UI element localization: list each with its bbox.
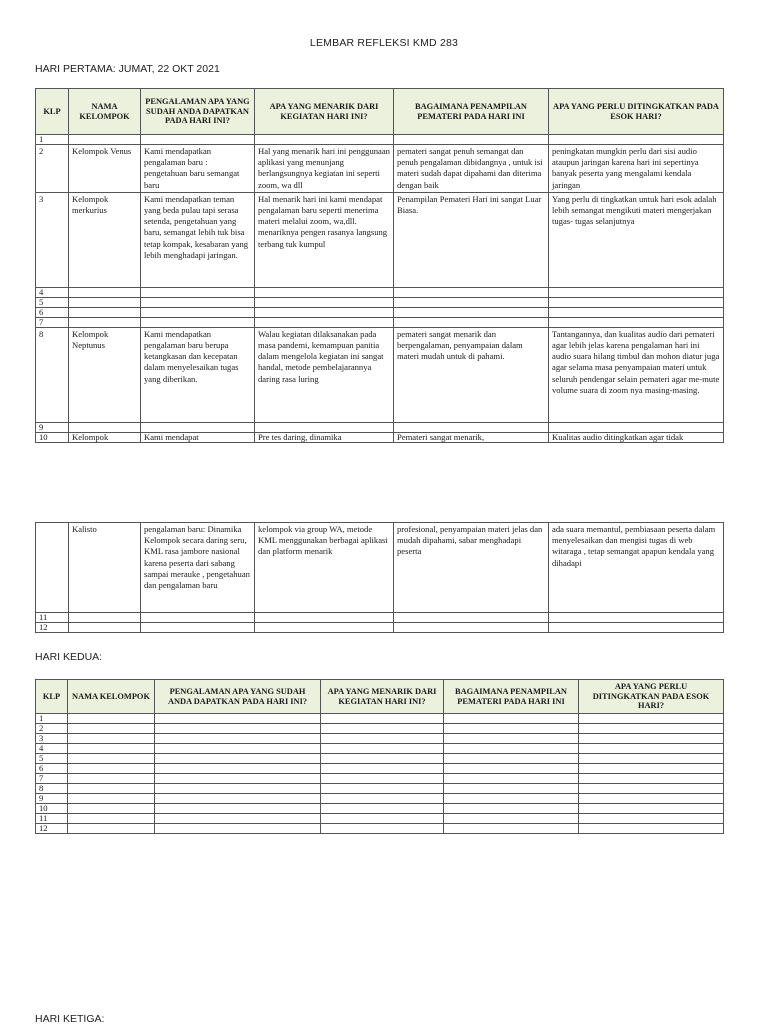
pengalaman-cell (155, 824, 321, 834)
pemateri-cell (394, 422, 549, 432)
pemateri-cell (394, 613, 549, 623)
menarik-cell (321, 794, 444, 804)
pemateri-cell (444, 784, 579, 794)
perlu-ditingkatkan-cell (579, 784, 724, 794)
table-row (36, 784, 724, 794)
perlu-ditingkatkan-cell (549, 287, 724, 297)
pemateri-cell (444, 734, 579, 744)
menarik-cell (255, 287, 394, 297)
pemateri-cell (444, 744, 579, 754)
pemateri-cell (394, 317, 549, 327)
pemateri-cell (394, 297, 549, 307)
menarik-cell (321, 804, 444, 814)
klp-cell: 3 (36, 192, 69, 287)
pemateri-cell (394, 307, 549, 317)
menarik-cell: Pre tes daring, dinamika (255, 432, 394, 442)
perlu-ditingkatkan-cell: Yang perlu di tingkatkan untuk hari esok adalah lebih semangat mengikuti materi mengerjakan tugas- tugas selanjutnya (549, 192, 724, 287)
day2-table-body (36, 714, 724, 834)
table-row (36, 192, 724, 287)
klp-cell: 11 (36, 814, 68, 824)
header-klp: KLP (36, 680, 68, 714)
pengalaman-cell (141, 287, 255, 297)
table-row (36, 754, 724, 764)
header-pemateri: BAGAIMANA PENAMPILAN PEMATERI PADA HARI INI (444, 680, 579, 714)
pengalaman-cell (155, 814, 321, 824)
pemateri-cell (444, 794, 579, 804)
pemateri-cell (444, 714, 579, 724)
menarik-cell (321, 764, 444, 774)
header-klp: KLP (36, 89, 69, 135)
klp-cell: 8 (36, 784, 68, 794)
klp-cell: 12 (36, 623, 69, 633)
menarik-cell: Walau kegiatan dilaksanakan pada masa pandemi, kemampuan panitia dalam mengelola kegiatan ini sangat handal, metode pembelajarannya daring rasa luring (255, 327, 394, 422)
klp-cell: 10 (36, 804, 68, 814)
pengalaman-cell (141, 317, 255, 327)
pemateri-cell: profesional, penyampaian materi jelas dan mudah dipahami, sabar menghadapi peserta (394, 523, 549, 613)
pengalaman-cell (141, 623, 255, 633)
menarik-cell (255, 422, 394, 432)
table-row (36, 135, 724, 145)
perlu-ditingkatkan-cell (579, 754, 724, 764)
klp-cell: 11 (36, 613, 69, 623)
table-row (36, 307, 724, 317)
perlu-ditingkatkan-cell (549, 297, 724, 307)
klp-cell: 10 (36, 432, 69, 442)
klp-cell: 1 (36, 135, 69, 145)
perlu-ditingkatkan-cell (549, 135, 724, 145)
pemateri-cell (444, 754, 579, 764)
table-row (36, 744, 724, 754)
pemateri-cell (444, 764, 579, 774)
table-row (36, 804, 724, 814)
perlu-ditingkatkan-cell (549, 307, 724, 317)
table-row (36, 814, 724, 824)
table-row (36, 145, 724, 193)
perlu-ditingkatkan-cell (549, 317, 724, 327)
pengalaman-cell (155, 774, 321, 784)
pengalaman-cell (141, 422, 255, 432)
pemateri-cell: Penampilan Pemateri Hari ini sangat Luar Biasa. (394, 192, 549, 287)
table-row (36, 613, 724, 623)
menarik-cell (321, 824, 444, 834)
menarik-cell (321, 774, 444, 784)
pemateri-cell: pemateri sangat penuh semangat dan penuh pengalaman dibidangnya , untuk isi materi sudah dapat dipahami dan diterima dengan baik (394, 145, 549, 193)
nama-kelompok-cell (68, 764, 155, 774)
klp-cell: 7 (36, 774, 68, 784)
perlu-ditingkatkan-cell: ada suara memantul, pembiasaan peserta dalam menyelesaikan dan mengisi tugas di web witaraga , tetap semangat apapun kendala yang dihadapi (549, 523, 724, 613)
nama-kelompok-cell (69, 135, 141, 145)
klp-cell: 12 (36, 824, 68, 834)
menarik-cell (321, 714, 444, 724)
table-row (36, 794, 724, 804)
table-row (36, 523, 724, 613)
nama-kelompok-cell (69, 623, 141, 633)
header-pengalaman: PENGALAMAN APA YANG SUDAH ANDA DAPATKAN PADA HARI INI? (141, 89, 255, 135)
pengalaman-cell (155, 714, 321, 724)
menarik-cell (321, 814, 444, 824)
header-perlu-ditingkatkan: APA YANG PERLU DITINGKATKAN PADA ESOK HARI? (549, 89, 724, 135)
nama-kelompok-cell (69, 297, 141, 307)
nama-kelompok-cell (69, 287, 141, 297)
day1-table-continued (35, 522, 724, 633)
pemateri-cell (444, 804, 579, 814)
nama-kelompok-cell: Kelompok Venus (69, 145, 141, 193)
perlu-ditingkatkan-cell (579, 794, 724, 804)
klp-cell: 4 (36, 287, 69, 297)
table-row (36, 774, 724, 784)
day2-heading: HARI KEDUA: (35, 651, 103, 663)
pengalaman-cell (141, 307, 255, 317)
nama-kelompok-cell (68, 714, 155, 724)
pengalaman-cell (155, 794, 321, 804)
table-row (36, 327, 724, 422)
menarik-cell (321, 744, 444, 754)
pengalaman-cell (155, 754, 321, 764)
klp-cell: 9 (36, 422, 69, 432)
table-row (36, 422, 724, 432)
pengalaman-cell: pengalaman baru: Dinamika Kelompok secara daring seru, KML rasa jambore nasional karena peserta dari sabang sampai merauke , pengetahuan dan pengalaman baru (141, 523, 255, 613)
pengalaman-cell: Kami mendapat (141, 432, 255, 442)
nama-kelompok-cell (68, 814, 155, 824)
klp-cell: 3 (36, 734, 68, 744)
perlu-ditingkatkan-cell: Kualitas audio ditingkatkan agar tidak (549, 432, 724, 442)
menarik-cell (321, 784, 444, 794)
klp-cell: 5 (36, 754, 68, 764)
nama-kelompok-cell: Kelompok (69, 432, 141, 442)
pemateri-cell (444, 724, 579, 734)
pengalaman-cell (155, 734, 321, 744)
klp-cell: 2 (36, 145, 69, 193)
table-row (36, 734, 724, 744)
pengalaman-cell (155, 744, 321, 754)
day1-header-row (36, 89, 724, 135)
header-menarik: APA YANG MENARIK DARI KEGIATAN HARI INI? (321, 680, 444, 714)
klp-cell: 2 (36, 724, 68, 734)
pengalaman-cell: Kami mendapatkan pengalaman baru berupa ketangkasan dan kecepatan dalam menyelesaikan tugas yang diberikan. (141, 327, 255, 422)
header-pemateri: BAGAIMANA PENAMPILAN PEMATERI PADA HARI INI (394, 89, 549, 135)
table-row (36, 714, 724, 724)
nama-kelompok-cell (68, 804, 155, 814)
nama-kelompok-cell (68, 784, 155, 794)
nama-kelompok-cell: Kelompok merkurius (69, 192, 141, 287)
perlu-ditingkatkan-cell (579, 804, 724, 814)
nama-kelompok-cell (69, 317, 141, 327)
pengalaman-cell (141, 135, 255, 145)
pengalaman-cell (155, 764, 321, 774)
day1-continued-body (36, 523, 724, 633)
table-row (36, 297, 724, 307)
table-row (36, 824, 724, 834)
nama-kelompok-cell (68, 744, 155, 754)
day2-header-row (36, 680, 724, 714)
klp-cell (36, 523, 69, 613)
pengalaman-cell (141, 613, 255, 623)
perlu-ditingkatkan-cell (579, 724, 724, 734)
perlu-ditingkatkan-cell (579, 744, 724, 754)
table-row (36, 724, 724, 734)
nama-kelompok-cell (68, 824, 155, 834)
klp-cell: 9 (36, 794, 68, 804)
header-menarik: APA YANG MENARIK DARI KEGIATAN HARI INI? (255, 89, 394, 135)
klp-cell: 8 (36, 327, 69, 422)
nama-kelompok-cell (69, 307, 141, 317)
pemateri-cell (444, 774, 579, 784)
header-pengalaman: PENGALAMAN APA YANG SUDAH ANDA DAPATKAN PADA HARI INI? (155, 680, 321, 714)
klp-cell: 7 (36, 317, 69, 327)
perlu-ditingkatkan-cell (579, 764, 724, 774)
nama-kelompok-cell (68, 734, 155, 744)
menarik-cell: kelompok via group WA, metode KML menggunakan berbagai aplikasi dan platform menarik (255, 523, 394, 613)
menarik-cell (321, 734, 444, 744)
day3-heading: HARI KETIGA: (35, 1013, 105, 1025)
day1-table (35, 88, 724, 443)
nama-kelompok-cell: Kelompok Neptunus (69, 327, 141, 422)
header-perlu-ditingkatkan: APA YANG PERLU DITINGKATKAN PADA ESOK HARI? (579, 680, 724, 714)
pengalaman-cell: Kami mendapatkan teman yang beda pulau tapi serasa setenda, pengetahuan yang baru, semangat lebih tuk bisa tetap kompak, kesabaran yang lebih menghadapi jaringan. (141, 192, 255, 287)
perlu-ditingkatkan-cell (549, 613, 724, 623)
menarik-cell (255, 307, 394, 317)
table-row (36, 287, 724, 297)
perlu-ditingkatkan-cell (579, 824, 724, 834)
pemateri-cell (394, 623, 549, 633)
table-row (36, 764, 724, 774)
nama-kelompok-cell (68, 794, 155, 804)
pengalaman-cell (155, 784, 321, 794)
klp-cell: 1 (36, 714, 68, 724)
table-row (36, 623, 724, 633)
perlu-ditingkatkan-cell (579, 774, 724, 784)
klp-cell: 6 (36, 764, 68, 774)
menarik-cell (255, 317, 394, 327)
menarik-cell (255, 297, 394, 307)
nama-kelompok-cell (68, 774, 155, 784)
perlu-ditingkatkan-cell (579, 814, 724, 824)
klp-cell: 6 (36, 307, 69, 317)
perlu-ditingkatkan-cell (549, 422, 724, 432)
klp-cell: 4 (36, 744, 68, 754)
pemateri-cell (394, 287, 549, 297)
pengalaman-cell: Kami mendapatkan pengalaman baru : pengetahuan baru semangat baru (141, 145, 255, 193)
perlu-ditingkatkan-cell (579, 714, 724, 724)
perlu-ditingkatkan-cell: Tantangannya, dan kualitas audio dari pemateri agar lebih jelas karena pengalaman hari ini audio suara hilang timbul dan mohon diatur juga agar selama masa penyampaian materi untuk seluruh pendengar selain pemateri agar me-mute volume suara di zoom nya masing-masing. (549, 327, 724, 422)
menarik-cell: Hal yang menarik hari ini penggunaan aplikasi yang menunjang berlangsungnya kegiatan ini seperti zoom, wa dll (255, 145, 394, 193)
pengalaman-cell (141, 297, 255, 307)
day1-table-body (36, 135, 724, 443)
header-nama-kelompok: NAMA KELOMPOK (68, 680, 155, 714)
menarik-cell (321, 754, 444, 764)
pemateri-cell (444, 814, 579, 824)
nama-kelompok-cell (69, 613, 141, 623)
nama-kelompok-cell: Kalisto (69, 523, 141, 613)
pemateri-cell: Pemateri sangat menarik, (394, 432, 549, 442)
menarik-cell (321, 724, 444, 734)
day2-table (35, 679, 724, 834)
menarik-cell (255, 135, 394, 145)
nama-kelompok-cell (69, 422, 141, 432)
header-nama-kelompok: NAMA KELOMPOK (69, 89, 141, 135)
pemateri-cell (394, 135, 549, 145)
perlu-ditingkatkan-cell (549, 623, 724, 633)
pemateri-cell: pemateri sangat menarik dan berpengalaman, penyampaian dalam materi mudah untuk di pahami. (394, 327, 549, 422)
menarik-cell: Hal menarik hari ini kami mendapat pengalaman baru seperti menerima materi melalui zoom, wa,dll. menariknya pengen rasanya langsung terbang tuk kumpul (255, 192, 394, 287)
nama-kelompok-cell (68, 754, 155, 764)
nama-kelompok-cell (68, 724, 155, 734)
day1-heading: HARI PERTAMA: JUMAT, 22 OKT 2021 (35, 63, 220, 75)
perlu-ditingkatkan-cell (579, 734, 724, 744)
klp-cell: 5 (36, 297, 69, 307)
table-row (36, 432, 724, 442)
pemateri-cell (444, 824, 579, 834)
menarik-cell (255, 613, 394, 623)
pengalaman-cell (155, 724, 321, 734)
menarik-cell (255, 623, 394, 633)
table-row (36, 317, 724, 327)
pengalaman-cell (155, 804, 321, 814)
perlu-ditingkatkan-cell: peningkatan mungkin perlu dari sisi audio ataupun jaringan karena hari ini sepertinya banyak peserta yang mengalami kendala jaringan (549, 145, 724, 193)
document-title: LEMBAR REFLEKSI KMD 283 (309, 37, 459, 49)
